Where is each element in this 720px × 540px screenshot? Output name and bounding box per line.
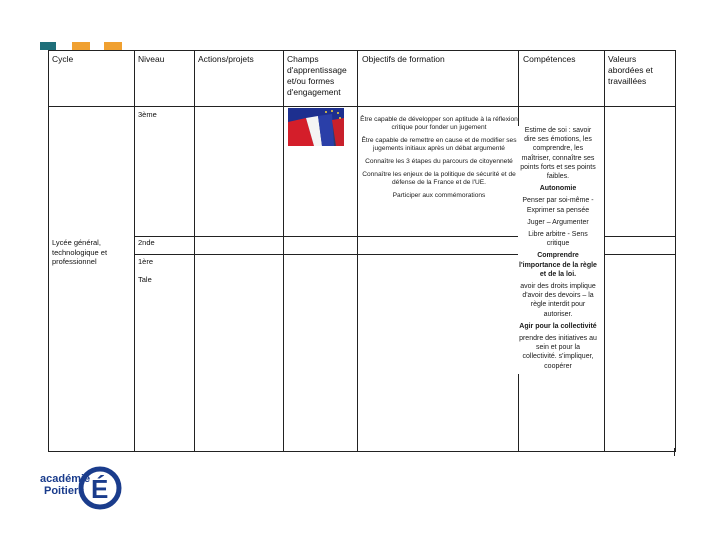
objectifs-list xyxy=(358,116,520,205)
objectif-item-4: Connaître les enjeux de la politique de sécurité et de défense de la France et de l'UE. xyxy=(362,171,516,186)
academie-poitiers-logo xyxy=(40,458,122,514)
competence-item-4: Juger – Argumenter xyxy=(527,218,589,226)
objectif-item-3: Connaître les 3 étapes du parcours de citoyenneté xyxy=(365,158,513,165)
col-border-7 xyxy=(675,50,676,452)
competence-item-6: Comprendre l'importance de la règle et de la loi. xyxy=(519,252,597,278)
row-niveau-1ere: 1ère xyxy=(138,257,154,266)
col-border-4 xyxy=(357,50,358,452)
row-separator-1b xyxy=(604,236,676,237)
corner-tick xyxy=(674,448,675,456)
objectif-item-1: Être capable de développer son aptitude à la réflexion critique pour fonder un jugement xyxy=(360,116,518,131)
table-bottom-border xyxy=(48,451,676,452)
col-border-3 xyxy=(283,50,284,452)
header-decoration-orange-1 xyxy=(72,42,90,50)
objectif-item-2: Être capable de remettre en cause et de modifier ses jugements initiaux après un débat argumenté xyxy=(361,137,517,152)
row-separator-1 xyxy=(134,236,518,237)
row-niveau-tale: Tale xyxy=(138,275,152,284)
col-border-0 xyxy=(48,50,49,452)
competence-item-5: Libre arbitre - Sens critique xyxy=(528,231,588,248)
header-decoration-orange-2 xyxy=(104,42,122,50)
col-border-2 xyxy=(194,50,195,452)
row-separator-2 xyxy=(134,254,518,255)
header-cycle: Cycle xyxy=(52,54,74,64)
competence-item-1: Estime de soi : savoir dire ses émotions, les comprendre, les maîtriser, connaître ses points forts et ses points faibles. xyxy=(520,127,596,181)
header-competences: Compétences xyxy=(523,54,576,64)
row-niveau-2nde: 2nde xyxy=(138,238,155,247)
col-border-1 xyxy=(134,50,135,452)
flags-image xyxy=(288,108,344,146)
logo-text-poitiers: Poitiers xyxy=(44,485,85,497)
competence-item-3: Penser par soi-même - Exprimer sa pensée xyxy=(522,197,594,214)
header-actions: Actions/projets xyxy=(198,54,254,64)
competence-item-8: Agir pour la collectivité xyxy=(519,322,597,330)
row-niveau-3eme: 3ème xyxy=(138,110,157,119)
header-valeurs: Valeurs abordées et travaillées xyxy=(608,54,653,86)
col-border-6 xyxy=(604,50,605,452)
logo-text-academie: académie xyxy=(40,473,91,485)
row-separator-2b xyxy=(604,254,676,255)
header-decoration-teal xyxy=(40,42,56,50)
objectif-item-5: Participer aux commémorations xyxy=(392,192,486,199)
header-champs: Champs d'apprentissage et/ou formes d'engagement xyxy=(287,54,347,97)
header-objectifs: Objectifs de formation xyxy=(362,54,445,64)
competence-item-9: prendre des initiatives au sein et pour la collectivité. s'impliquer, coopérer xyxy=(519,335,597,370)
table-top-border xyxy=(48,50,676,51)
logo-letter-e: É xyxy=(91,474,109,504)
curriculum-table xyxy=(48,50,676,452)
competences-list xyxy=(518,126,598,374)
competence-item-2: Autonomie xyxy=(539,185,577,193)
header-separator xyxy=(48,106,676,107)
competence-item-7: avoir des droits implique d'avoir des devoirs – la règle interdit pour autoriser. xyxy=(520,283,596,318)
row-cycle-lycee: Lycée général, technologique et professionnel xyxy=(52,238,108,266)
header-niveau: Niveau xyxy=(138,54,165,64)
